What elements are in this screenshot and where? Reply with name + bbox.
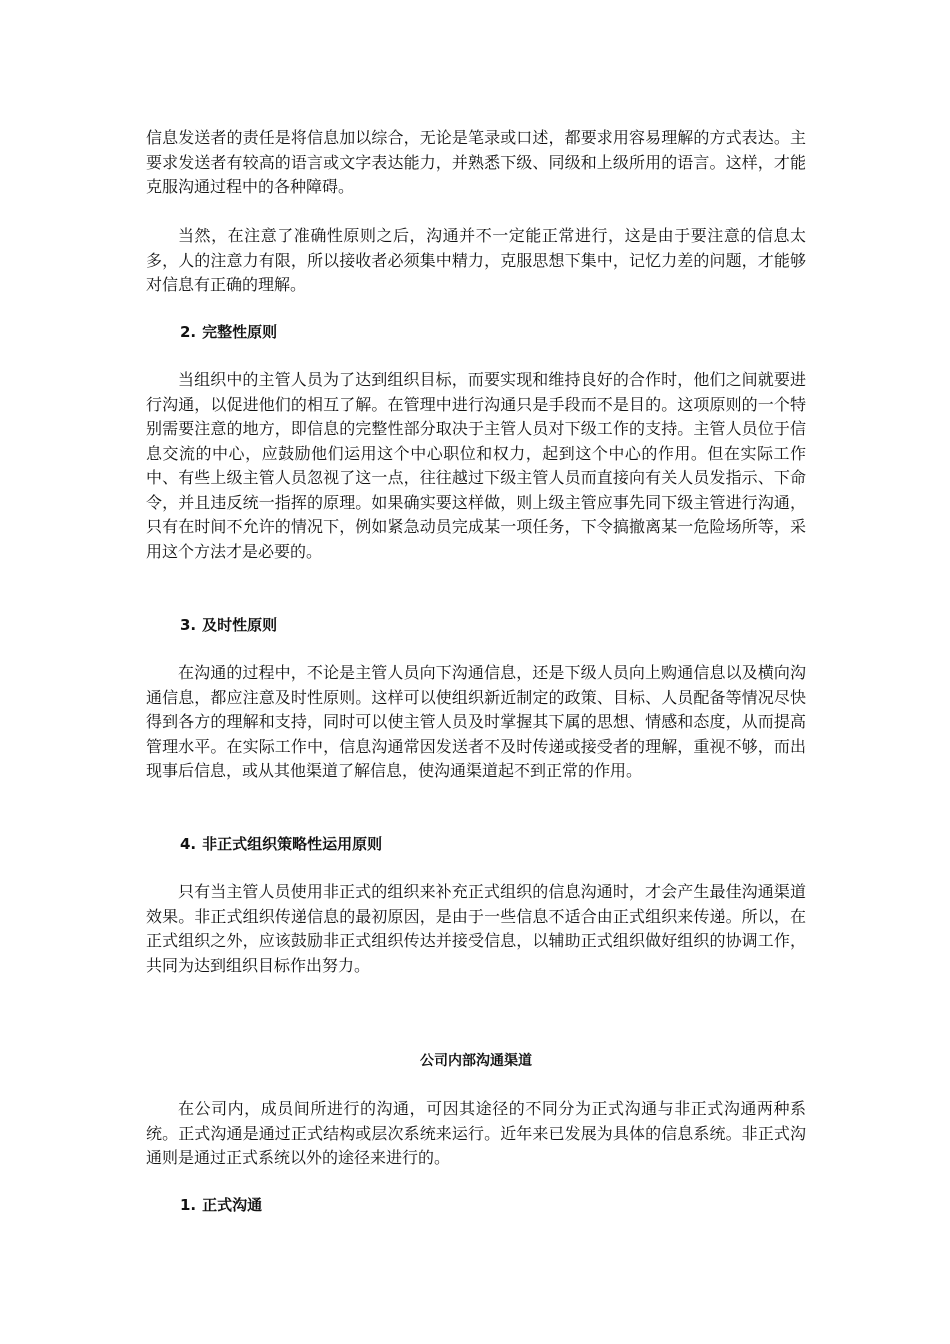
heading-number: 4. <box>180 835 197 853</box>
paragraph-timeliness: 在沟通的过程中，不论是主管人员向下沟通信息，还是下级人员向上购通信息以及横向沟通信息，都应注意及时性原则。这样可以使组织新近制定的政策、目标、人员配备等情况尽快得到各方的理解和支持，同时可以使主管人员及时掌握其下属的思想、情感和态度，从而提高管理水平。在实际工作中，信息沟通常因发送者不及时传递或接受者的理解，重视不够，而出现事后信息，或从其他渠道了解信息，使沟通渠道起不到正常的作用。 <box>146 663 806 780</box>
paragraph-accuracy-note: 当然，在注意了准确性原则之后，沟通并不一定能正常进行，这是由于要注意的信息太多，人的注意力有限，所以接收者必须集中精力，克服思想下集中，记忆力差的问题，才能够对信息有正确的理解。 <box>146 226 806 294</box>
heading-number: 1. <box>180 1196 197 1214</box>
heading-text: 正式沟通 <box>202 1196 263 1214</box>
section-title-internal-channels: 公司内部沟通渠道 <box>420 1053 532 1069</box>
heading-text: 完整性原则 <box>202 323 278 341</box>
heading-number: 2. <box>180 323 197 341</box>
paragraph-sender-responsibility: 信息发送者的责任是将信息加以综合，无论是笔录或口述，都要求用容易理解的方式表达。主要求发送者有较高的语言或文字表达能力，并熟悉下级、同级和上级所用的语言。这样，才能克服沟通过程中的各种障碍。 <box>146 128 806 196</box>
heading-text: 非正式组织策略性运用原则 <box>202 835 383 853</box>
heading-formal-communication <box>180 1195 262 1215</box>
paragraph-completeness: 当组织中的主管人员为了达到组织目标，而要实现和维持良好的合作时，他们之间就要进行沟通，以促进他们的相互了解。在管理中进行沟通只是手段而不是目的。这项原则的一个特别需要注意的地方，即信息的完整性部分取决于主管人员对下级工作的支持。主管人员位于信息交流的中心，应鼓励他们运用这个中心职位和权力，起到这个中心的作用。但在实际工作中、有些上级主管人员忽视了这一点，往往越过下级主管人员而直接向有关人员发指示、下命令，并且违反统一指挥的原理。如果确实要这样做，则上级主管应事先同下级主管进行沟通，只有在时间不允许的情况下，例如紧急动员完成某一项任务，下令搞撤离某一危险场所等，采用这个方法才是必要的。 <box>146 370 806 561</box>
heading-timeliness-principle <box>180 615 277 635</box>
heading-completeness-principle <box>180 322 277 342</box>
heading-number: 3. <box>180 616 197 634</box>
paragraph-informal-organization: 只有当主管人员使用非正式的组织来补充正式组织的信息沟通时，才会产生最佳沟通渠道效果。非正式组织传递信息的最初原因，是由于一些信息不适合由正式组织来传递。所以，在正式组织之外，应该鼓励非正式组织传达并接受信息，以辅助正式组织做好组织的协调工作，共同为达到组织目标作出努力。 <box>146 882 806 975</box>
heading-text: 及时性原则 <box>202 616 278 634</box>
paragraph-internal-channels: 在公司内，成员间所进行的沟通，可因其途径的不同分为正式沟通与非正式沟通两种系统。正式沟通是通过正式结构或层次系统来运行。近年来已发展为具体的信息系统。非正式沟通则是通过正式系统以外的途径来进行的。 <box>146 1099 806 1167</box>
heading-informal-organization-principle <box>180 834 382 854</box>
